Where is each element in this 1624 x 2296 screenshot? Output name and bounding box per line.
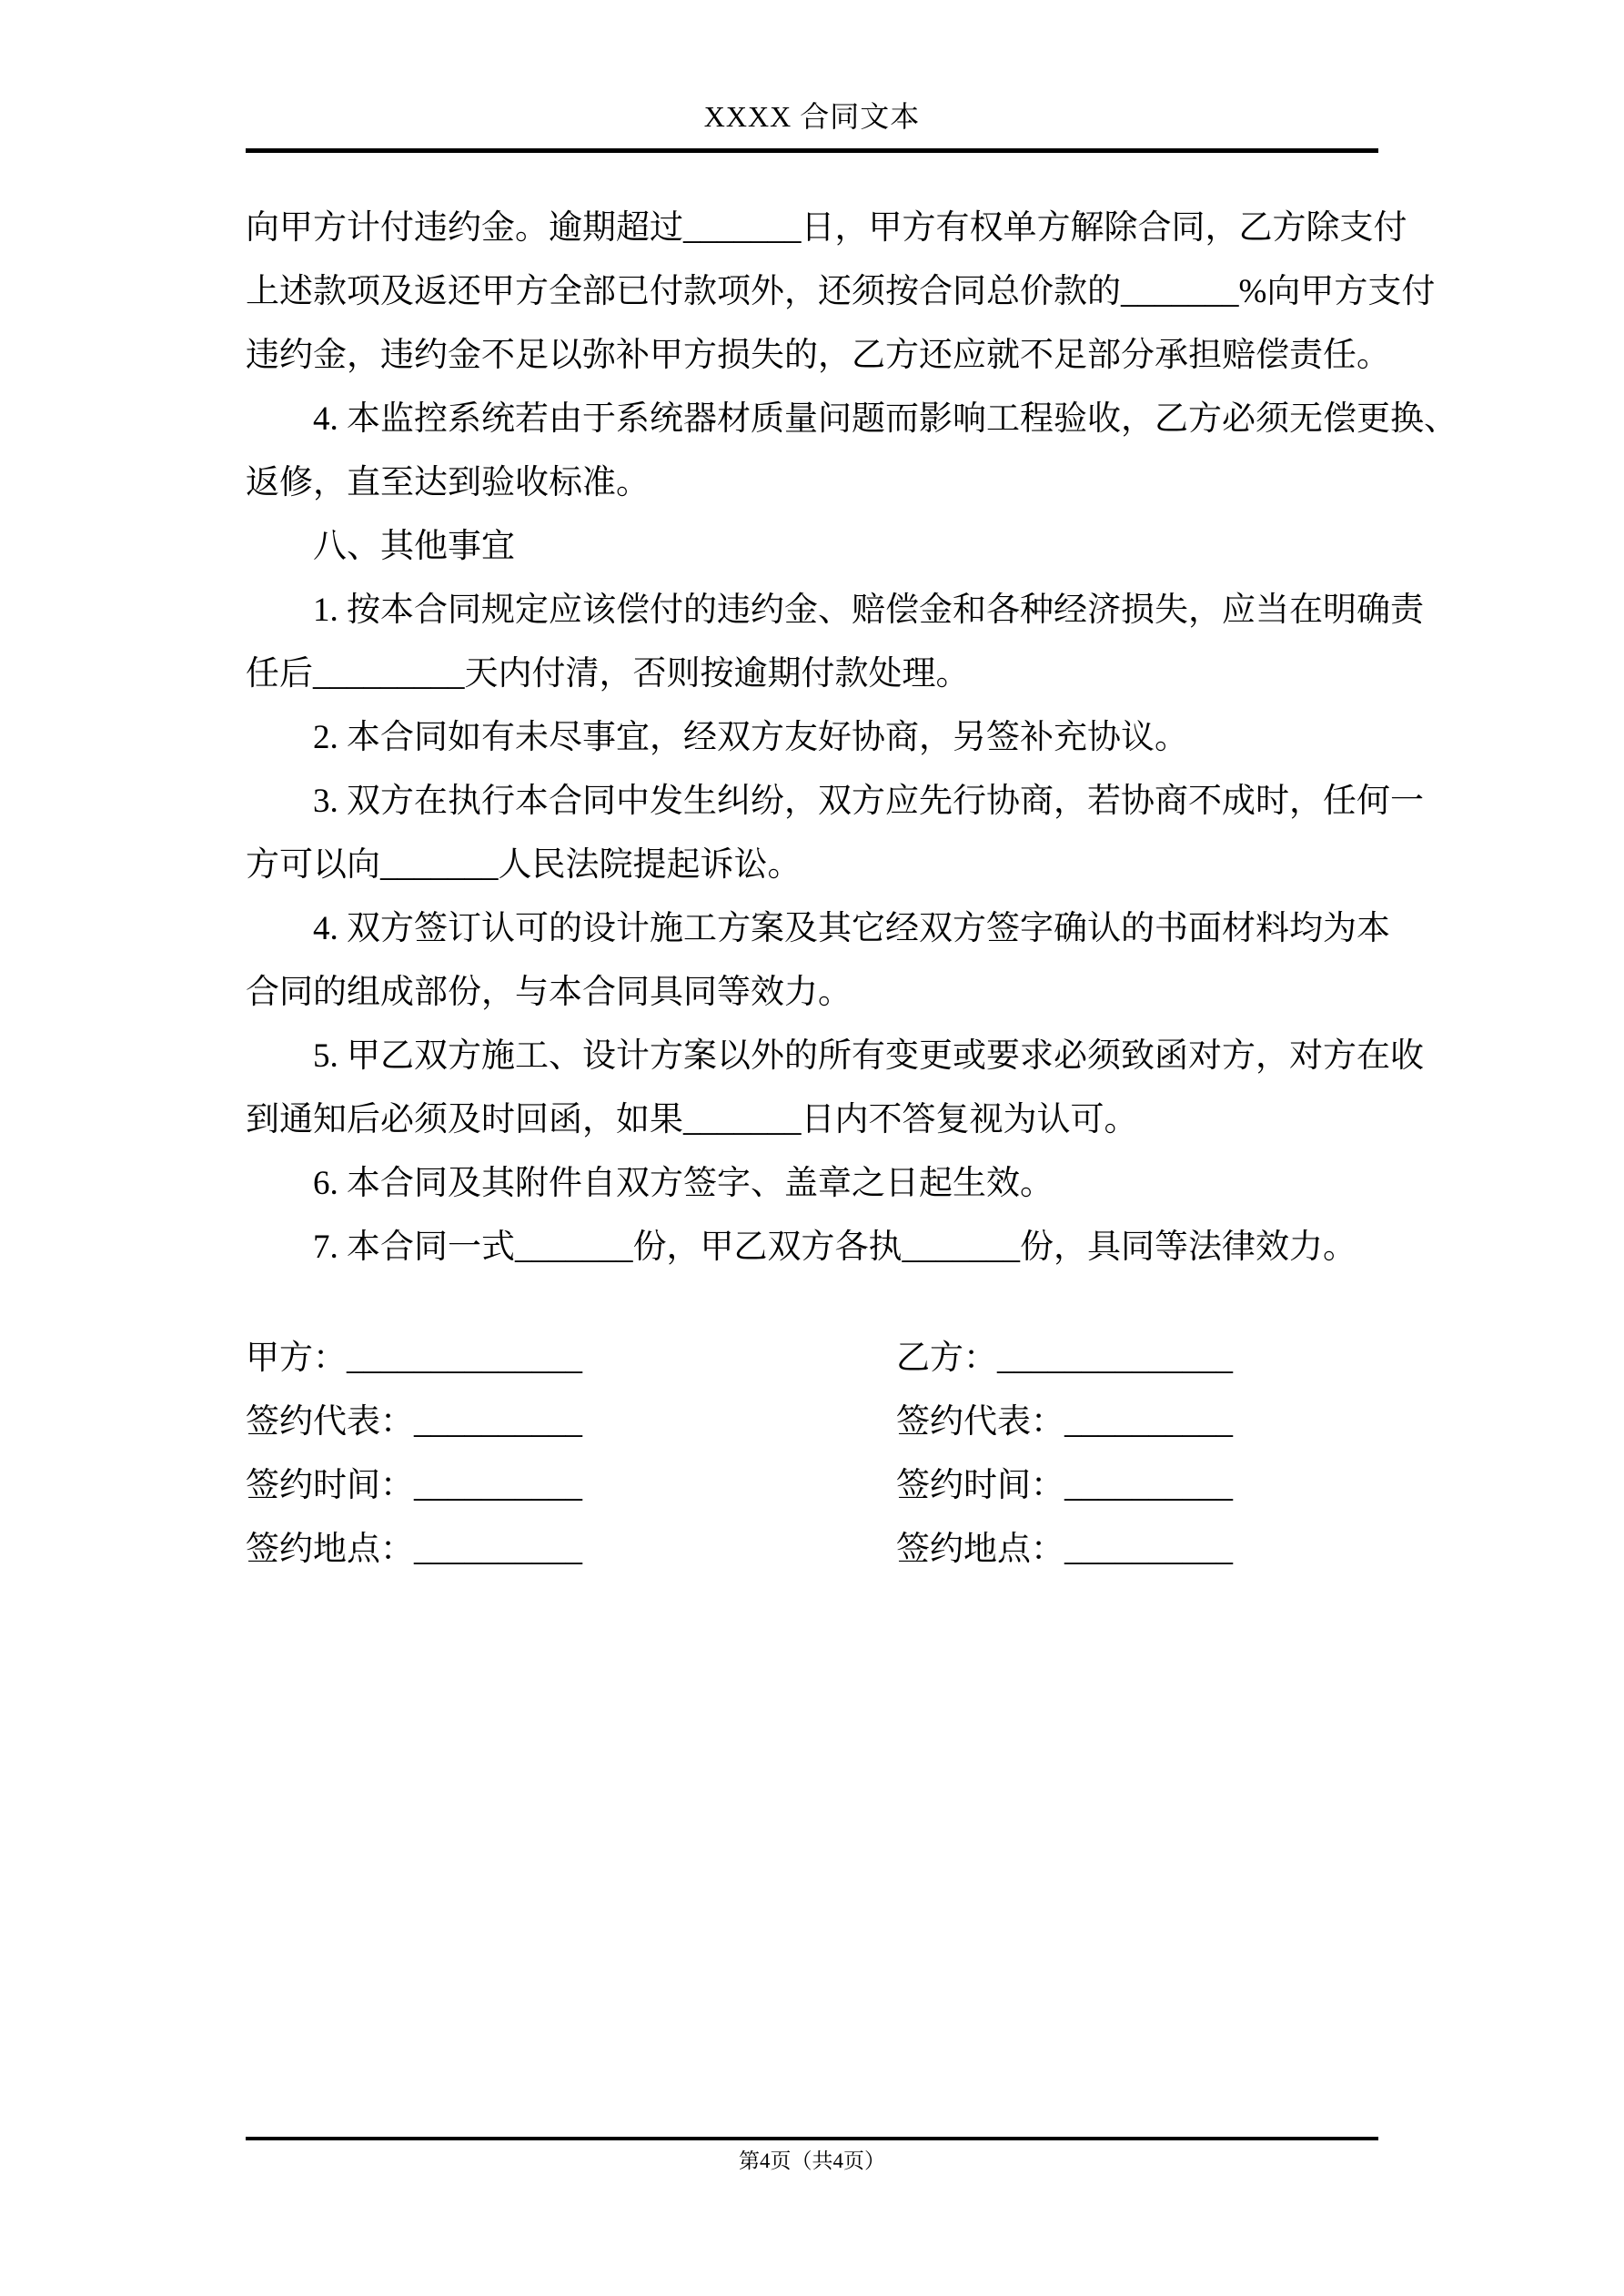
body-line: 合同的组成部份，与本合同具同等效力。 — [246, 974, 852, 1011]
signature-row — [246, 1518, 1378, 1582]
party-a-signature-field: 签约代表：__________ — [246, 1403, 582, 1441]
body-line: 返修，直至达到验收标准。 — [246, 464, 650, 501]
body-line: 2. 本合同如有未尽事宜，经双方友好协商，另签补充协议。 — [313, 719, 1188, 756]
body-line: 5. 甲乙双方施工、设计方案以外的所有变更或要求必须致函对方，对方在收 — [313, 1037, 1424, 1075]
party-b-signature-field: 签约地点：__________ — [896, 1531, 1233, 1568]
body-line: 3. 双方在执行本合同中发生纠纷，双方应先行协商，若协商不成时，任何一 — [313, 783, 1424, 820]
body-line: 方可以向_______人民法院提起诉讼。 — [246, 846, 802, 884]
party-b-signature-field: 乙方：______________ — [896, 1340, 1233, 1377]
body-line: 1. 按本合同规定应该偿付的违约金、赔偿金和各种经济损失，应当在明确责 — [313, 592, 1424, 629]
party-b-signature-field: 签约时间：__________ — [896, 1467, 1233, 1504]
header-divider — [246, 148, 1378, 153]
signature-block — [246, 1327, 1378, 1582]
footer-divider — [246, 2137, 1378, 2140]
party-a-signature-field: 甲方：______________ — [246, 1340, 582, 1377]
party-b-signature-field: 签约代表：__________ — [896, 1403, 1233, 1441]
party-a-signature-field: 签约时间：__________ — [246, 1467, 582, 1504]
body-line: 到通知后必须及时回函，如果_______日内不答复视为认可。 — [246, 1101, 1138, 1138]
contract-body — [246, 197, 1458, 1279]
body-line: 八、其他事宜 — [313, 528, 515, 565]
body-line: 向甲方计付违约金。逾期超过_______日，甲方有权单方解除合同，乙方除支付 — [246, 209, 1407, 247]
body-line: 4. 双方签订认可的设计施工方案及其它经双方签字确认的书面材料均为本 — [313, 910, 1390, 947]
page-number: 第4页（共4页） — [739, 2149, 885, 2172]
body-line: 7. 本合同一式_______份，甲乙双方各执_______份，具同等法律效力。 — [313, 1229, 1357, 1266]
page-header-title: XXXX 合同文本 — [703, 100, 921, 133]
party-a-signature-field: 签约地点：__________ — [246, 1531, 582, 1568]
body-line: 6. 本合同及其附件自双方签字、盖章之日起生效。 — [313, 1165, 1054, 1202]
body-line: 上述款项及返还甲方全部已付款项外，还须按合同总价款的_______%向甲方支付 — [246, 273, 1436, 310]
body-line: 违约金，违约金不足以弥补甲方损失的，乙方还应就不足部分承担赔偿责任。 — [246, 337, 1390, 374]
signature-row — [246, 1327, 1378, 1391]
signature-row — [246, 1454, 1378, 1518]
body-line: 任后_________天内付清，否则按逾期付款处理。 — [246, 655, 970, 693]
signature-row — [246, 1391, 1378, 1454]
body-line: 4. 本监控系统若由于系统器材质量问题而影响工程验收，乙方必须无偿更换、 — [313, 400, 1458, 438]
